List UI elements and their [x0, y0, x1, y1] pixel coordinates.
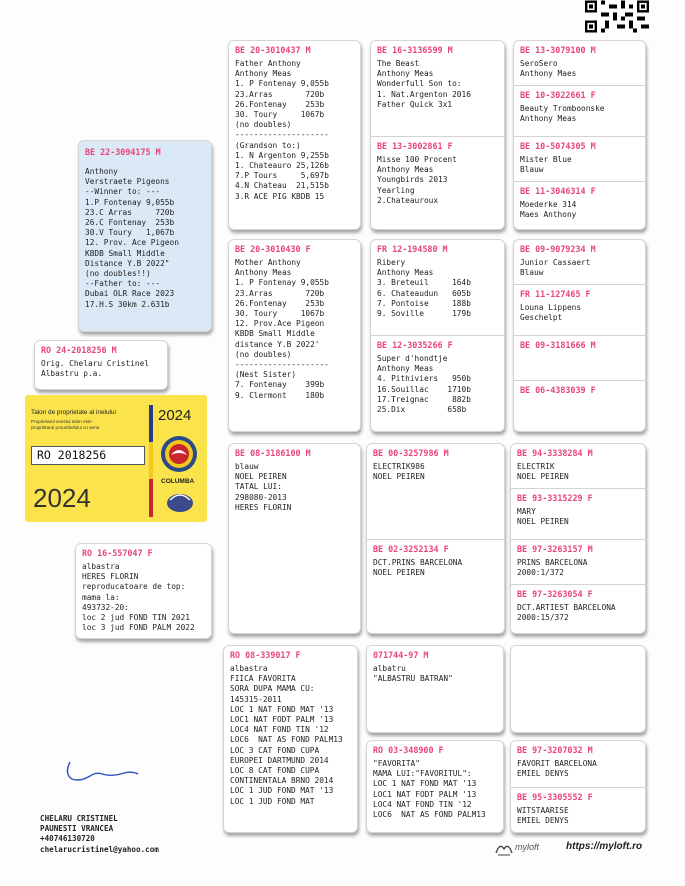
ring-number: BE 20-3010437 M	[235, 45, 311, 55]
pedigree-card-father	[228, 443, 361, 634]
ring-number: BE 12-3035266 F	[377, 340, 453, 350]
myloft-logo-icon	[494, 840, 514, 856]
ring-number: BE 16-3136599 M	[377, 45, 453, 55]
pedigree-card-mother	[223, 645, 358, 833]
qr-code	[585, 0, 649, 33]
ring-number: BE 13-3079100 M	[520, 45, 596, 55]
ticket-year-big: 2024	[33, 483, 91, 513]
pigeon-details: DCT.PRINS BARCELONA NOEL PEIREN	[373, 558, 463, 578]
pigeon-details: FAVORIT BARCELONA EMIEL DENYS	[517, 759, 597, 779]
ring-ownership-ticket	[25, 395, 207, 522]
pigeon-details: Father Anthony Anthony Meas 1. P Fontenay 9,055b 23.Arras 720b 26.Fontenay 253b 30. Toury 1067b (no doubles) -------------------- (Grandson to:) 1. N Argenton 9,255b 1. Chateauro 25,126b 7.P Tours 5,697b 4.N Chateau 21,515b 3.R ACE PIG KBDB 15	[235, 59, 329, 201]
pigeon-details: Mother Anthony Anthony Meas 1. P Fontenay 9,055b 23.Arras 720b 26.Fontenay 253b 30. Toury 1067b 12. Prov.Ace Pigeon KBDB Small Middle distance Y.B 2022' (no doubles) -------------------- (Nest Sister) 7. Fontenay 399b 9. Clermont 180b	[235, 258, 329, 400]
ring-number: FR 11-127465 F	[520, 289, 591, 299]
ring-number: BE 10-5074305 M	[520, 141, 596, 151]
ticket-subline: Proprietarul acestui talon este	[31, 419, 92, 424]
pedigree-card-ancestors	[510, 443, 646, 634]
pigeon-details: albastra FIICA FAVORITA SORA DUPA MAMA CU: 145315-2011 LOC 1 NAT FOND MAT '13 LOC1 NAT FODT PALM '13 LOC4 NAT FOND TIN '12 LOC6 NAT AS FOND PALM13 LOC 3 CAT FOND CUPA EUROPEI DARTMUND 2014 LOC 8 CAT FOND CUPA CONTINENTALA BRNO 2014 LOC 1 JUD FOND MAT '13 LOC 1 JUD FOND MAT	[230, 664, 343, 806]
pedigree-card-dam	[75, 543, 212, 639]
pedigree-card-grandsire	[366, 443, 505, 634]
pigeon-details: Moederke 314 Maes Anthony	[520, 200, 577, 220]
pedigree-card-main-pigeon	[78, 140, 212, 332]
pigeon-details: PRINS BARCELONA 2000:1/372	[517, 558, 588, 578]
ring-number: BE 10-3022661 F	[520, 90, 596, 100]
ticket-brand: COLUMBA	[161, 478, 195, 485]
pigeon-details: blauw NOEL PEIREN TATAL LUI: 298080-2013 HERES FLORIN	[235, 462, 292, 512]
pigeon-details: Super d'hondtje Anthony Meas 4. Pithiviers 950b 16.Souillac 1710b 17.Treignac 882b 25.Dix 658b	[377, 354, 471, 415]
pedigree-card-ancestors	[510, 740, 646, 833]
ring-number: BE 22-3094175 M	[85, 147, 161, 157]
pigeon-details: The Beast Anthony Meas Wonderfull Son to: 1. Nat.Argenton 2016 Father Quick 3x1	[377, 59, 471, 109]
ring-number: BE 09-3181666 M	[520, 340, 596, 350]
tricolor-stripe	[149, 405, 153, 517]
pedigree-card-ancestors	[513, 239, 646, 432]
ring-number: BE 00-3257986 M	[373, 448, 449, 458]
pigeon-details: MARY NOEL PEIREN	[517, 507, 569, 527]
pigeon-details: albatru "ALBASTRU BATRAN"	[373, 664, 453, 684]
pedigree-card-granddam-sire	[366, 645, 504, 733]
ticket-year-top: 2024	[158, 407, 192, 424]
pedigree-card-ancestors	[513, 40, 646, 230]
ring-number: BE 11-3046314 F	[520, 186, 596, 196]
ring-number: BE 02-3252134 F	[373, 544, 449, 554]
ring-number: BE 95-3305552 F	[517, 792, 593, 802]
ring-number: RO 08-339017 F	[230, 650, 301, 660]
ring-number: BE 08-3186100 M	[235, 448, 311, 458]
pigeon-details: Anthony Verstraete Pigeons --Winner to: --- 1.P Fontenay 9,055b 23.C Arras 720b 26.C Fontenay 253b 30.V Toury 1,067b 12. Prov. Ace Pigeon KBDB Small Middle Distance Y.B 2022" (no doubles!!) --Father to: --- Dubai OLR Race 2023 17.H.S 30km 2.631b	[85, 167, 179, 309]
pedigree-card-grandsire	[370, 40, 505, 230]
pigeon-details: SeroSero Anthony Maes	[520, 59, 577, 79]
pedigree-card-empty	[510, 645, 646, 733]
ticket-subline: proprietarul porumbelului cu seria	[31, 425, 100, 430]
ring-number: BE 97-3263157 M	[517, 544, 593, 554]
pedigree-card-granddam	[366, 740, 504, 833]
handwritten-signature	[62, 752, 142, 786]
brand-logo: myloft	[515, 842, 540, 852]
ring-number: BE 09-9079234 M	[520, 244, 596, 254]
pigeon-details: "FAVORITA" MAMA LUI:"FAVORITUL": LOC 1 NAT FOND MAT '13 LOC1 NAT FODT PALM '13 LOC4 NAT FOND TIN '12 LOC6 NAT AS FOND PALM13	[373, 759, 486, 820]
ring-number: BE 97-3263054 F	[517, 589, 593, 599]
owner-city: PAUNESTI VRANCEA	[40, 824, 114, 833]
owner-name: CHELARU CRISTINEL	[40, 814, 118, 823]
owner-phone: +40746130720	[40, 834, 95, 843]
pigeon-details: Orig. Chelaru Cristinel Albastru p.a.	[41, 359, 149, 379]
columba-emblem-icon	[157, 433, 201, 475]
pedigree-card-granddam	[370, 239, 505, 432]
pigeon-logo-icon	[165, 488, 195, 514]
ring-number: BE 13-3002861 F	[377, 141, 453, 151]
pigeon-details: Beauty Tromboonske Anthony Meas	[520, 104, 605, 124]
pedigree-card-subject	[34, 340, 168, 390]
ticket-heading: Talon de proprietate al inelului	[31, 409, 116, 416]
pigeon-details: ELECTRIK NOEL PEIREN	[517, 462, 569, 482]
ring-number: RO 24-2018256 M	[41, 345, 117, 355]
owner-email[interactable]: chelarucristinel@yahoo.com	[40, 845, 159, 854]
ring-number: BE 93-3315229 F	[517, 493, 593, 503]
brand-url[interactable]: https://myloft.ro	[566, 841, 643, 852]
ring-number: BE 06-4383039 F	[520, 385, 596, 395]
pedigree-card-father	[228, 40, 361, 230]
pigeon-details: Louna Lippens Geschelpt	[520, 303, 582, 323]
pigeon-details: DCT.ARTIEST BARCELONA 2000:15/372	[517, 603, 616, 623]
pigeon-details: ELECTRIK986 NOEL PEIREN	[373, 462, 425, 482]
pigeon-details: Junior Cassaert Blauw	[520, 258, 591, 278]
pigeon-details: albastra HERES FLORIN reproducatoare de top: mama la: 493732-20: loc 2 jud FOND TIN 2021 loc 3 jud FOND PALM 2022	[82, 562, 195, 633]
pigeon-details: Mister Blue Blauw	[520, 155, 572, 175]
pedigree-card-mother	[228, 239, 361, 432]
ring-number: BE 94-3338284 M	[517, 448, 593, 458]
ring-number: BE 97-3207032 M	[517, 745, 593, 755]
ring-number: BE 20-3010430 F	[235, 244, 311, 254]
ticket-ring-number: RO 2018256	[37, 448, 107, 462]
pigeon-details: Ribery Anthony Meas 3. Breteuil 164b 6. Chateaudun 605b 7. Pontoise 188b 9. Soville 179b	[377, 258, 471, 319]
pigeon-details: WITSTAARISE EMIEL DENYS	[517, 806, 569, 826]
ring-number: 071744-97 M	[373, 650, 429, 660]
ring-number: FR 12-194580 M	[377, 244, 448, 254]
pigeon-details: Misse 100 Procent Anthony Meas Youngbirds 2013 Yearling 2.Chateauroux	[377, 155, 457, 205]
ring-number: RO 16-557047 F	[82, 548, 153, 558]
ring-number: RO 03-348900 F	[373, 745, 444, 755]
